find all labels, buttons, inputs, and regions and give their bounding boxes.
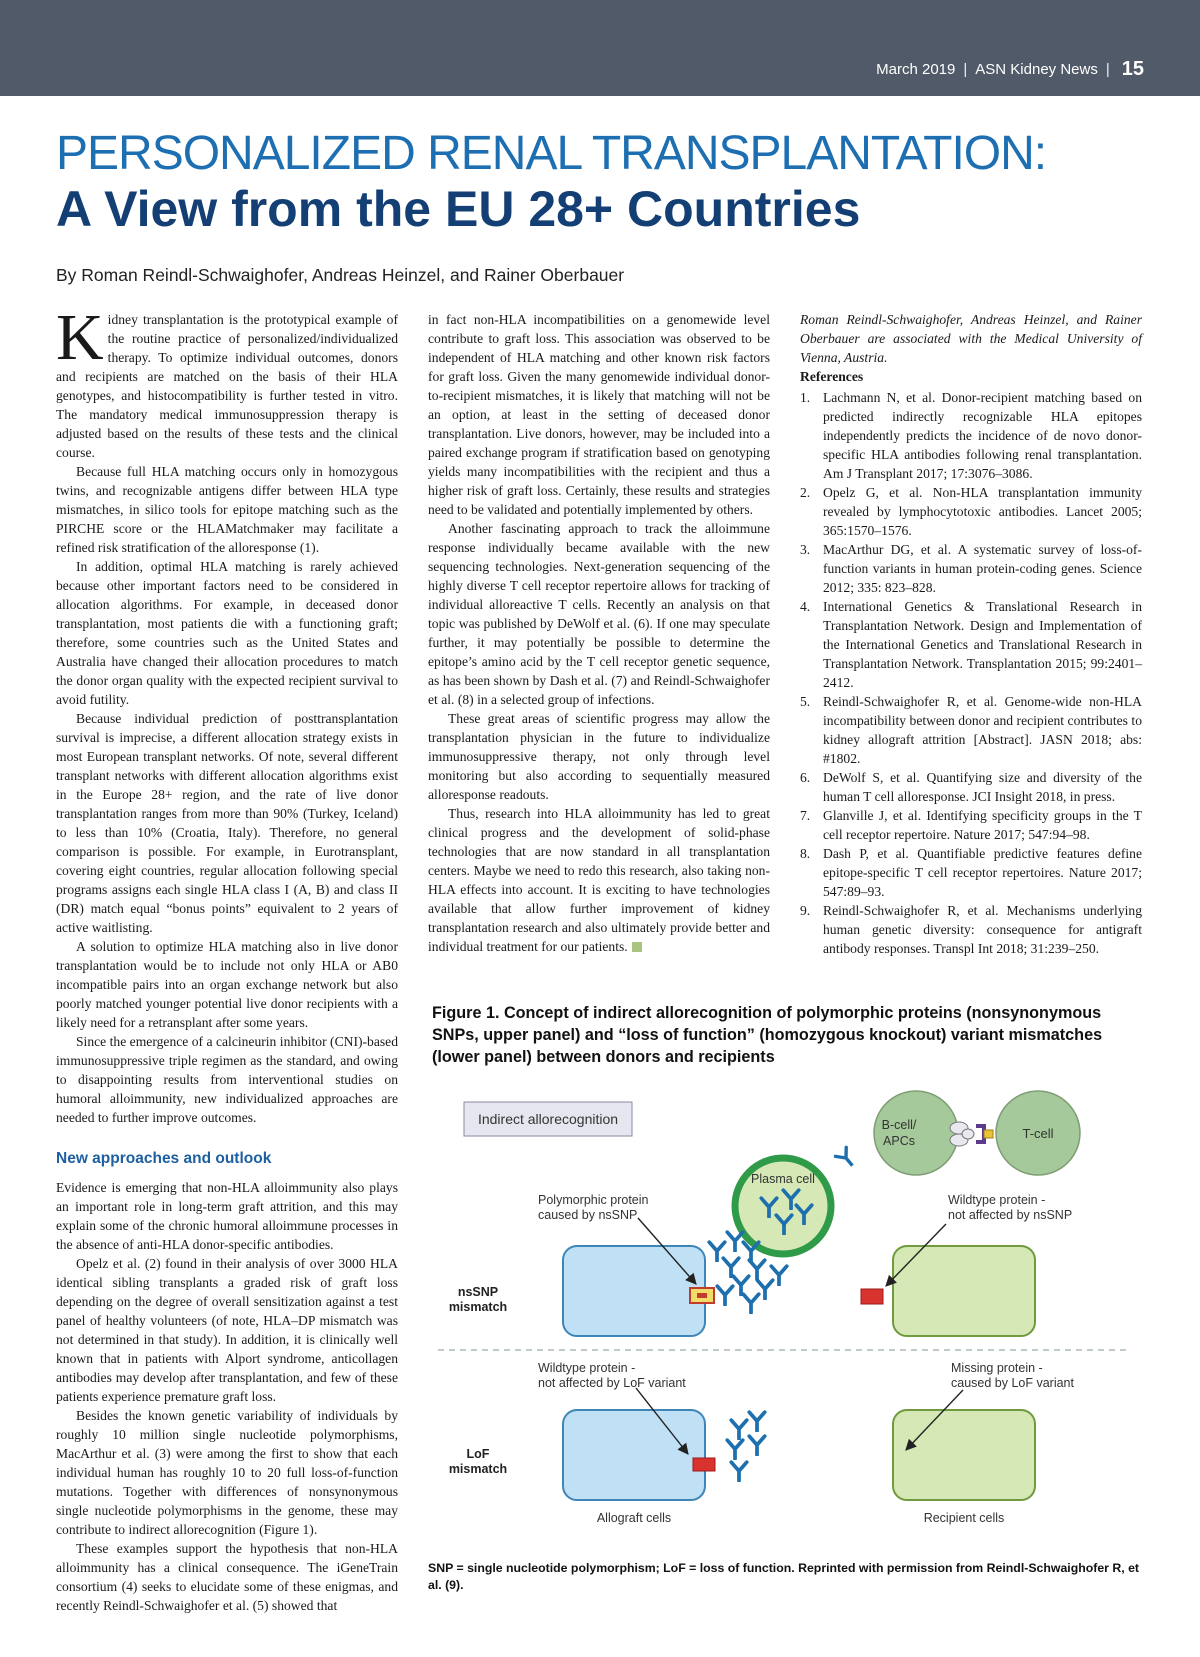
antibody-cluster-lower — [727, 1412, 764, 1481]
plasma-cell-label: Plasma cell — [751, 1172, 815, 1186]
paragraph: Because individual prediction of posttransplantation survival is imprecise, a different allocation strategy exists in most European transplant networks. Of note, several different transplant networks with different allocation algorithms exist in the Europe 28+ region, and the rate of live donor transplantation ranges from more than 90% (Turkey, Iceland) to less than 10% (Croatia, Italy). Therefore, no general comparison is possible. For example, in Eurotransplant, covering eight countries, regular allocation following special programs assigns each single HLA class I (A, B) and class II (DR) match equal “bonus points” equivalent to 2 years of active waitlisting. — [56, 711, 398, 935]
figure-footnote: SNP = single nucleotide polymorphism; LoF = loss of function. Reprinted with permission from Reindl-Schwaighofer R, et al. (9). — [428, 1561, 1140, 1592]
wildtype-lof-label-line1: Wildtype protein - — [538, 1361, 636, 1375]
paragraph: Opelz et al. (2) found in their analysis of over 3000 HLA identical sibling transplants a graded risk of graft loss depending on the degree of overall sensitization against a test panel of healthy volunteers (of note, HLA–DP mismatch was not determined in that study). In addition, it is clinically well known that in patients with Alport syndrome, anticollagen antibodies may develop after transplantation, and few of these patients experience premature graft loss. — [56, 1256, 398, 1404]
paragraph: in fact non-HLA incompatibilities on a genomewide level contribute to graft loss. This association was observed to be independent of HLA matching and other known risk factors for graft loss. Given the many genomewide individual donor-to-recipient mismatches, it is likely that matching will not be an option, at least in the setting of deceased donor transplantation. Live donors, however, may be included into a paired exchange program if stratification based on genotyping yields many incompatibilities with the recipient and thus a higher risk of graft loss. Certainly, these results and strategies need to be validated and potentially implemented by others. — [428, 312, 770, 517]
header-bar — [0, 0, 1200, 96]
wildtype-protein-label-line1: Wildtype protein - — [948, 1193, 1046, 1207]
b-cell-label-line1: B-cell/ — [881, 1118, 917, 1132]
byline: By Roman Reindl-Schwaighofer, Andreas Heinzel, and Rainer Oberbauer — [56, 265, 625, 285]
publication-name: ASN Kidney News — [975, 61, 1098, 78]
nssnp-label-line1: nsSNP — [457, 1285, 499, 1299]
allograft-cell-lower — [563, 1410, 705, 1500]
wildtype-protein-lower — [693, 1458, 715, 1471]
paragraph: These great areas of scientific progress may allow the transplantation physician in the future to individualize immunosuppressive therapy, not only through level monitoring but also according to sequentially measured alloresponse readouts. — [428, 711, 770, 802]
paragraph: These examples support the hypothesis that non-HLA alloimmunity has a clinical consequence. The iGeneTrain consortium (4) seeks to elucidate some of these enigmas, and recently Reindl-Schwaighofer et al. (5) showed that — [56, 1541, 398, 1613]
polymorphic-protein-label-line1: Polymorphic protein — [538, 1193, 649, 1207]
paragraph: In addition, optimal HLA matching is rarely achieved because other important factors need to be considered in allocation algorithms. For example, in deceased donor transplantation, most patients die with a functioning graft; therefore, some countries such as the United States and Australia have changed their allocation procedures to match the donor organ quality with the expected recipient survival to avoid futility. — [56, 559, 398, 707]
paragraph: Besides the known genetic variability of individuals by roughly 10 million single nucleotide polymorphisms, MacArthur et al. (3) were among the first to show that each individual human has roughly 10 to 20 full loss-of-function mutations. Together with differences of nonsynonymous single nucleotide polymorphisms in the genome, these may contribute to indirect allorecognition (Figure 1). — [56, 1408, 398, 1537]
column-2 — [428, 310, 770, 956]
drop-cap: K — [56, 301, 104, 374]
b-cell-label-line2: APCs — [883, 1134, 915, 1148]
b-cell — [874, 1091, 958, 1175]
reference-item: 5. Reindl-Schwaighofer R, et al. Genome-wide non-HLA incompatibility between donor and recipient contributes to kidney allograft attrition [Abstract]. JASN 2018; abs: #1802. — [800, 694, 1142, 766]
figure-diagram — [428, 1088, 1140, 1528]
reference-item: 4. International Genetics & Translational Research in Transplantation Network. Design and Implementation of the International Genetics and Translational Research in Transplantation Network. Transplantation 2015; 99:2401–2412. — [800, 599, 1142, 690]
mhc-tcr-complex-icon — [950, 1122, 993, 1146]
box-label: Indirect allorecognition — [477, 1111, 619, 1127]
section-heading: New approaches and outlook — [56, 1150, 272, 1167]
reference-item: 6. DeWolf S, et al. Quantifying size and diversity of the human T cell alloresponse. JCI Insight 2018, in press. — [800, 770, 1142, 804]
lof-label-line1: LoF — [466, 1447, 490, 1461]
reference-item: 1. Lachmann N, et al. Donor-recipient matching based on predicted indirectly recognizable HLA epitopes independently predicts the incidence of de novo donor-specific HLA antibodies following renal transplantation. Am J Transplant 2017; 17:3076–3086. — [800, 390, 1142, 481]
paragraph: Since the emergence of a calcineurin inhibitor (CNI)-based immunosuppressive triple regimen as the standard, and owing to disappointing results from interventional studies on humoral alloimmunity, new individualized approaches are needed to further improve outcomes. — [56, 1034, 398, 1125]
reference-item: 2. Opelz G, et al. Non-HLA transplantation immunity revealed by lymphocytotoxic antibodies. Lancet 2005; 365:1570–1576. — [800, 485, 1142, 538]
wildtype-lof-label-line2: not affected by LoF variant — [538, 1376, 686, 1390]
figure-caption: Figure 1. Concept of indirect allorecognition of polymorphic proteins (nonsynonymous SNPs, upper panel) and “loss of function” (homozygous knockout) variant mismatches (lower panel) between donors and recipients — [432, 1004, 1103, 1066]
references-heading: References — [800, 369, 864, 384]
paragraph: Thus, research into HLA alloimmunity has led to great clinical progress and the development of solid-phase technologies that are now standard in all transplantation centers. Maybe we need to redo this research, also taking non-HLA effects into account. It is exciting to have technologies available that allow further improvement of kidney transplantation research and also ultimately provide better and individual treatment for our patients. — [428, 806, 770, 954]
wildtype-protein-label-line2: not affected by nsSNP — [948, 1208, 1073, 1222]
page-number: 15 — [1121, 58, 1144, 80]
paragraph: Evidence is emerging that non-HLA alloimmunity also plays an important role in long-term graft attrition, and this may explain some of the chronic humoral alloimmune processes in the absence of anti-HLA donor-specific antibodies. — [56, 1180, 398, 1252]
issue-date: March 2019 — [876, 61, 956, 78]
reference-item: 8. Dash P, et al. Quantifiable predictive features define epitope-specific T cell receptor repertoires. Nature 2017; 547:89–93. — [800, 846, 1142, 899]
column-1 — [56, 301, 398, 1615]
allograft-cells-label: Allograft cells — [596, 1511, 672, 1525]
article-title-line2: A View from the EU 28+ Countries — [56, 181, 861, 237]
antibody-icon — [835, 1147, 857, 1169]
recipient-cell-lower — [893, 1410, 1035, 1500]
nssnp-label-line2: mismatch — [448, 1300, 508, 1314]
recipient-cells-label: Recipient cells — [923, 1511, 1005, 1525]
paragraph: Because full HLA matching occurs only in homozygous twins, and recognizable antigens differ between HLA type mismatches, in silico tools for epitope matching such as the PIRCHE score or the HLAMatchmaker may facilitate a refined risk stratification of the alloresponse (1). — [56, 464, 398, 555]
reference-list — [800, 388, 1142, 958]
paragraph: Kidney transplantation is the prototypical example of the routine practice of personalized/individualized therapy. To optimize individual outcomes, donors and recipients are matched on the basis of their HLA genotypes, and histocompatibility is further tested in vitro. The mandatory medical immunosuppression therapy is adjusted based on the results of these tests and the clinical course. — [56, 301, 398, 460]
running-head: March 2019 | ASN Kidney News | 15 — [876, 58, 1144, 80]
missing-protein-label-line2: caused by LoF variant — [951, 1376, 1074, 1390]
wildtype-protein-upper — [861, 1289, 883, 1304]
recipient-cell-upper — [893, 1246, 1035, 1336]
paragraph: Another fascinating approach to track the alloimmune response individually became available with the new sequencing technologies. Next-generation sequencing of the highly diverse T cell receptor repertoire allows for tracking of individual alloreactive T cells. Recently an analysis on that topic was published by DeWolf et al. (6). If one may speculate further, it may potentially be possible to determine the epitope’s amino acid by the T cell receptor genetic sequence, as has been shown by Dash et al. (7) and Reindl-Schwaighofer et al. (8) in a selected group of infections. — [428, 521, 770, 707]
paragraph: A solution to optimize HLA matching also in live donor transplantation would be to include not only HLA or AB0 incompatible pairs into an organ exchange network but also poorly matched younger potential live donor recipients with a likely need for a retransplant after some years. — [56, 939, 398, 1030]
end-mark-icon — [632, 942, 642, 952]
reference-item: 7. Glanville J, et al. Identifying specificity groups in the T cell receptor repertoire. Nature 2017; 547:94–98. — [800, 808, 1142, 842]
article-title-line1: PERSONALIZED RENAL TRANSPLANTATION: — [56, 127, 1047, 180]
missing-protein-label-line1: Missing protein - — [951, 1361, 1043, 1375]
t-cell-label: T-cell — [1022, 1126, 1054, 1141]
lof-label-line2: mismatch — [448, 1462, 508, 1476]
author-affiliation: Roman Reindl-Schwaighofer, Andreas Heinzel, and Rainer Oberbauer are associated with the Medical University of Vienna, Austria. — [800, 312, 1142, 365]
reference-item: 9. Reindl-Schwaighofer R, et al. Mechanisms underlying human genetic diversity: consequence for antigraft antibody responses. Transpl Int 2018; 31:239–250. — [800, 903, 1142, 956]
allograft-cell-upper — [563, 1246, 705, 1336]
reference-item: 3. MacArthur DG, et al. A systematic survey of loss-of-function variants in human protein-coding genes. Science 2012; 335: 823–828. — [800, 542, 1142, 595]
column-3 — [800, 310, 1142, 958]
polymorphic-protein-label-line2: caused by nsSNP — [538, 1208, 638, 1222]
